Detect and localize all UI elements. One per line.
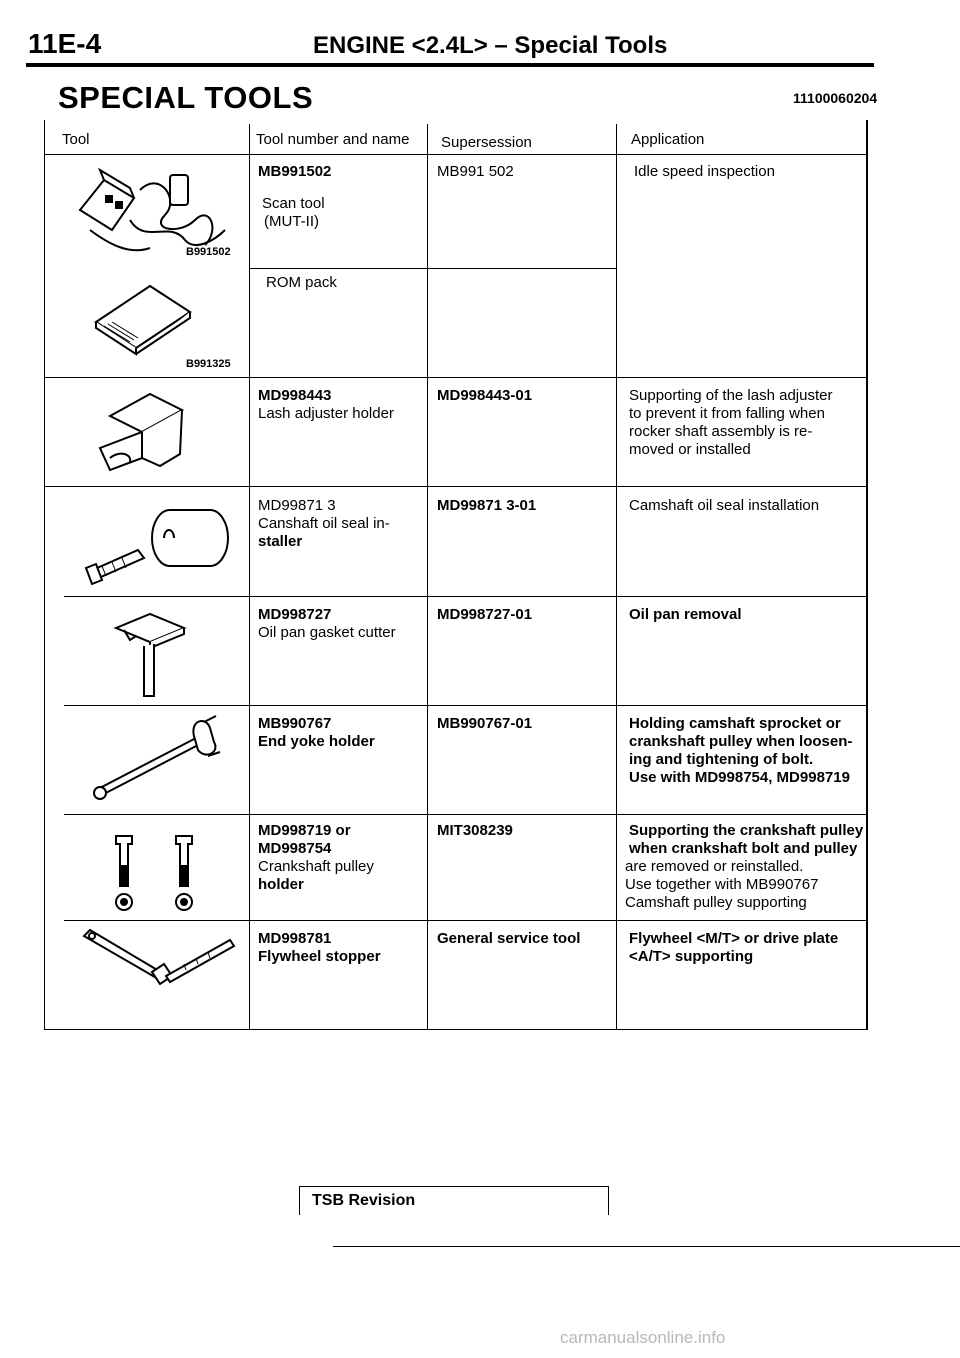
supersession: MD998443-01 [437, 387, 533, 404]
document-code: 11100060204 [793, 90, 878, 106]
row-divider [64, 705, 867, 706]
application: Camshaft oil seal installation [629, 497, 820, 514]
rom-pack-illustration [90, 282, 200, 357]
supersession: MD998727-01 [437, 606, 533, 623]
page-number: 11E-4 [28, 28, 102, 59]
application-line: ing and tightening of bolt. [629, 751, 814, 768]
column-header-tool: Tool [62, 131, 90, 148]
figure-label: B991502 [186, 246, 231, 258]
scan-tool-illustration [70, 160, 240, 260]
tool-name: holder [258, 876, 304, 893]
tool-number: MB990767 [258, 715, 332, 732]
application: Oil pan removal [629, 606, 742, 623]
tool-number: MD998443 [258, 387, 332, 404]
column-header-application: Application [631, 131, 705, 148]
application-line: Flywheel <M/T> or drive plate [629, 930, 839, 947]
table-bottom-border [44, 1029, 867, 1030]
application-line: Holding camshaft sprocket or [629, 715, 841, 732]
end-yoke-holder-illustration [86, 712, 226, 802]
figure-label: B991325 [186, 358, 231, 370]
application-line: Use with MD998754, MD998719 [629, 769, 850, 786]
application-line: <A/T> supporting [629, 948, 754, 965]
supersession: MIT308239 [437, 822, 513, 839]
application-line: are removed or reinstalled. [625, 858, 804, 875]
footer-rule [333, 1246, 960, 1247]
row-divider [64, 920, 867, 921]
header-divider [44, 154, 867, 155]
column-divider [427, 124, 428, 1030]
application-line: rocker shaft assembly is re- [629, 423, 813, 440]
row-divider [64, 814, 867, 815]
header-rule [26, 63, 874, 67]
tool-name: End yoke holder [258, 733, 375, 750]
tool-number: MD998754 [258, 840, 332, 857]
application-line: moved or installed [629, 441, 751, 458]
tool-name: staller [258, 533, 303, 550]
oil-pan-gasket-cutter-illustration [110, 608, 190, 700]
application-line: crankshaft pulley when loosen- [629, 733, 853, 750]
tool-number: MD998719 or [258, 822, 351, 839]
tool-number: MD998781 [258, 930, 332, 947]
tool-number: MD99871 3 [258, 497, 336, 514]
column-divider [616, 124, 617, 1030]
tool-name: Scan tool [262, 195, 325, 212]
application-line: Use together with MB990767 [625, 876, 819, 893]
tool-number: MB991502 [258, 163, 332, 180]
supersession: MB990767-01 [437, 715, 533, 732]
tool-name: Canshaft oil seal in- [258, 515, 390, 532]
application-line: to prevent it from falling when [629, 405, 825, 422]
application-line: when crankshaft bolt and pulley [629, 840, 858, 857]
column-header-supersession: Supersession [441, 134, 532, 151]
page-header-title: ENGINE <2.4L> – Special Tools [313, 32, 668, 59]
oil-seal-installer-illustration [78, 500, 228, 590]
tool-name: (MUT-II) [264, 213, 319, 230]
supersession: MD99871 3-01 [437, 497, 537, 514]
table-left-border [44, 120, 45, 1030]
row-divider [44, 377, 867, 378]
section-title: SPECIAL TOOLS [58, 80, 314, 115]
application-line: Camshaft pulley supporting [625, 894, 807, 911]
table-right-border [866, 120, 868, 1030]
application-line: Supporting of the lash adjuster [629, 387, 833, 404]
supersession: General service tool [437, 930, 581, 947]
tool-name: ROM pack [266, 274, 337, 291]
row-divider [44, 486, 867, 487]
supersession: MB991 502 [437, 163, 514, 180]
lash-adjuster-holder-illustration [90, 388, 200, 478]
application-line: Supporting the crankshaft pulley [629, 822, 864, 839]
tool-name: Lash adjuster holder [258, 405, 394, 422]
crankshaft-pulley-holder-illustration [110, 826, 210, 916]
tool-number: MD998727 [258, 606, 332, 623]
column-header-tool-number: Tool number and name [256, 131, 410, 148]
row-divider [249, 268, 616, 269]
watermark: carmanualsonline.info [560, 1328, 726, 1347]
tool-name: Oil pan gasket cutter [258, 624, 396, 641]
tool-name: Flywheel stopper [258, 948, 381, 965]
application: Idle speed inspection [634, 163, 775, 180]
row-divider [64, 596, 867, 597]
flywheel-stopper-illustration [80, 928, 240, 1020]
column-divider [249, 124, 250, 1030]
tool-name: Crankshaft pulley [258, 858, 374, 875]
tsb-revision-label: TSB Revision [312, 1192, 416, 1209]
